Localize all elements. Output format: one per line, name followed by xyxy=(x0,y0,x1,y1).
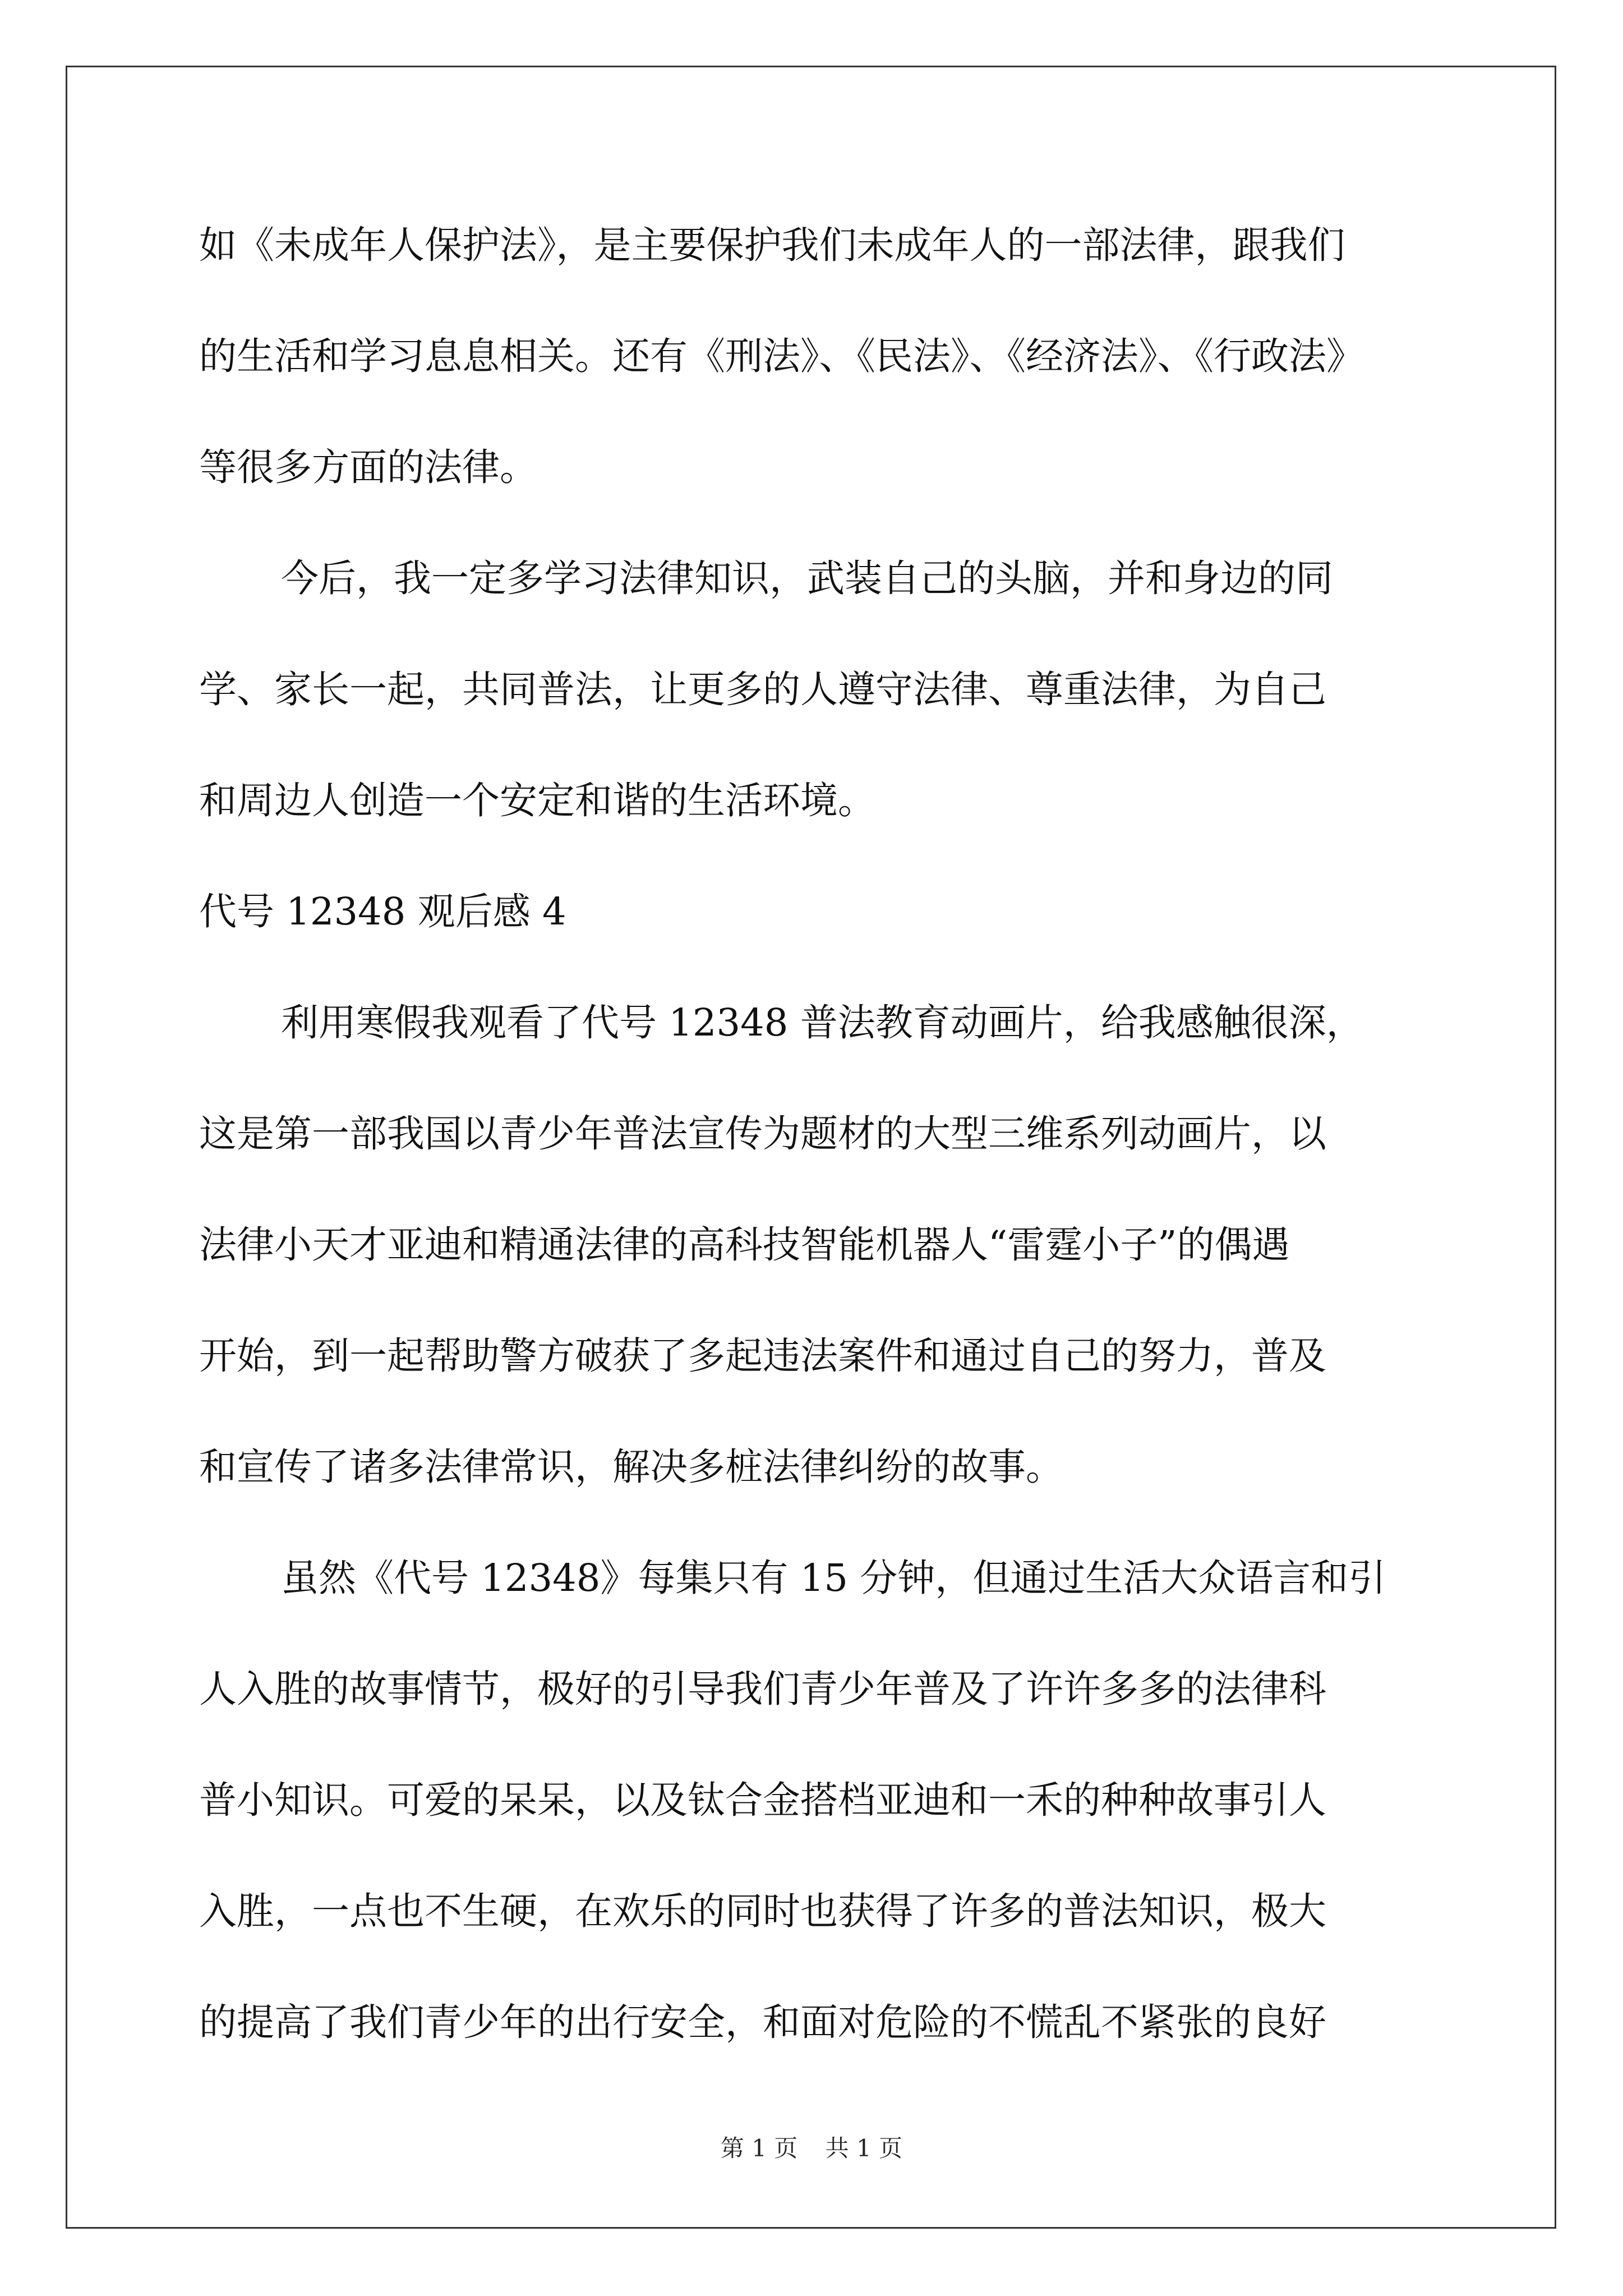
text-line: 开始，到一起帮助警方破获了多起违法案件和通过自己的努力，普及 xyxy=(199,1334,1326,1378)
text-line: 今后，我一定多学习法律知识，武装自己的头脑，并和身边的同 xyxy=(281,556,1333,600)
text-line: 虽然《代号 12348》每集只有 15 分钟，但通过生活大众语言和引 xyxy=(281,1556,1386,1600)
text-line: 法律小天才亚迪和精通法律的高科技智能机器人“雷霆小子”的偶遇 xyxy=(199,1223,1290,1267)
page-number: 第 1 页 xyxy=(720,2134,798,2162)
text-line: 人入胜的故事情节，极好的引导我们青少年普及了许许多多的法律科 xyxy=(199,1667,1326,1711)
text-line: 和周边人创造一个安定和谐的生活环境。 xyxy=(199,779,875,822)
text-line: 学、家长一起，共同普法，让更多的人遵守法律、尊重法律，为自己 xyxy=(199,668,1326,711)
text-line: 和宣传了诸多法律常识，解决多桩法律纠纷的故事。 xyxy=(199,1445,1063,1489)
text-line: 这是第一部我国以青少年普法宣传为题材的大型三维系列动画片，以 xyxy=(199,1112,1326,1156)
text-line: 的提高了我们青少年的出行安全，和面对危险的不慌乱不紧张的良好 xyxy=(199,2000,1326,2044)
text-line: 的生活和学习息息相关。还有《刑法》、《民法》、《经济法》、《行政法》 xyxy=(199,334,1364,378)
text-line: 利用寒假我观看了代号 12348 普法教育动画片，给我感触很深， xyxy=(281,1001,1364,1045)
page-footer xyxy=(0,2132,1623,2165)
section-heading: 代号 12348 观后感 4 xyxy=(199,890,566,933)
page-total: 共 1 页 xyxy=(825,2134,903,2162)
text-line: 如《未成年人保护法》，是主要保护我们未成年人的一部法律，跟我们 xyxy=(199,223,1345,267)
text-line: 等很多方面的法律。 xyxy=(199,445,537,489)
text-line: 普小知识。可爱的呆呆，以及钛合金搭档亚迪和一禾的种种故事引人 xyxy=(199,1778,1326,1822)
text-line: 入胜，一点也不生硬，在欢乐的同时也获得了许多的普法知识，极大 xyxy=(199,1889,1326,1933)
